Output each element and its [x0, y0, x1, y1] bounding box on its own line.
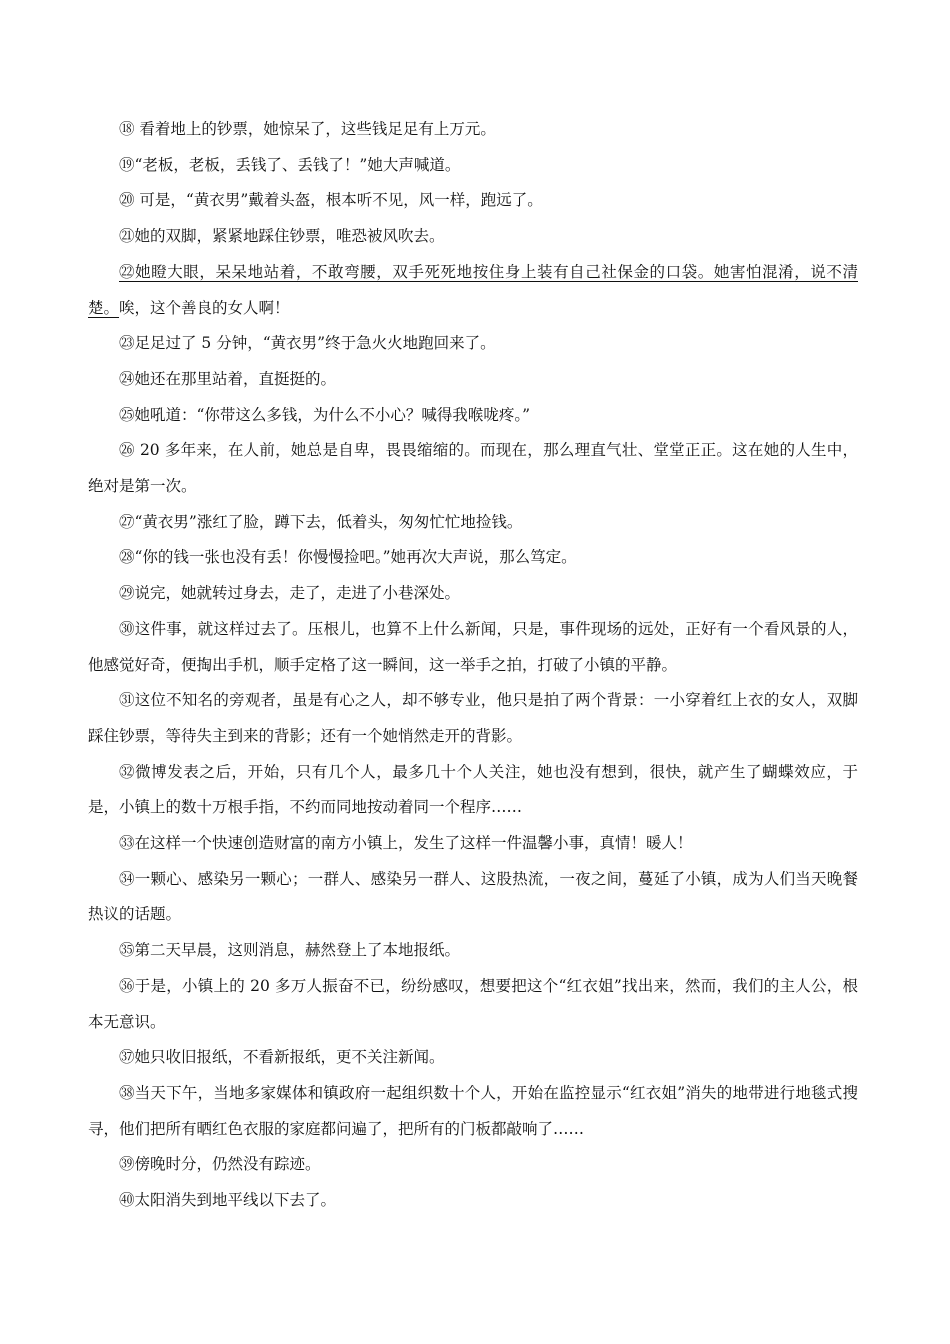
paragraph-18: ⑱ 看着地上的钞票，她惊呆了，这些钱足足有上万元。	[119, 120, 496, 138]
paragraph-34: ㉞一颗心、感染另一颗心；一群人、感染另一群人、这股热流，一夜之间，蔓延了小镇，成为人们当天晚餐热议的话题。	[88, 869, 858, 924]
paragraph-22-remainder: 唉，这个善良的女人啊！	[119, 298, 290, 317]
paragraph-20: ⑳ 可是，“黄衣男”戴着头盔，根本听不见，风一样，跑远了。	[119, 191, 543, 210]
paragraph-27: ㉗“黄衣男”涨红了脸，蹲下去，低着头，匆匆忙忙地捡钱。	[119, 512, 523, 531]
paragraph-32: ㉜微博发表之后，开始，只有几个人，最多几十个人关注，她也没有想到，很快，就产生了蝴蝶效应，于是，小镇上的数十万根手指，不约而同地按动着同一个程序……	[88, 762, 858, 817]
paragraph-30: ㉚这件事，就这样过去了。压根儿，也算不上什么新闻，只是，事件现场的远处，正好有一个看风景的人，他感觉好奇，便掏出手机，顺手定格了这一瞬间，这一举手之拍，打破了小镇的平静。	[88, 619, 858, 674]
paragraph-22	[88, 255, 858, 326]
paragraph-26: ㉖ 20 多年来，在人前，她总是自卑，畏畏缩缩的。而现在，那么理直气壮、堂堂正正。这在她的人生中，绝对是第一次。	[88, 441, 858, 496]
underlined-passage: ㉒她瞪大眼，呆呆地站着，不敢弯腰，双手死死地按住身上装有自己社保金的口袋。她害怕混淆，说不清楚。	[88, 262, 858, 317]
paragraph-28: ㉘“你的钱一张也没有丢！你慢慢捡吧。”她再次大声说，那么笃定。	[119, 548, 577, 567]
paragraph-35: ㉟第二天早晨，这则消息，赫然登上了本地报纸。	[119, 941, 461, 960]
paragraph-40: ㊵太阳消失到地平线以下去了。	[119, 1191, 337, 1210]
paragraph-39: ㊴傍晚时分，仍然没有踪迹。	[119, 1155, 321, 1174]
paragraph-38: ㊳当天下午，当地多家媒体和镇政府一起组织数十个人，开始在监控显示“红衣姐”消失的地带进行地毯式搜寻，他们把所有晒红色衣服的家庭都问遍了，把所有的门板都敲响了……	[88, 1083, 858, 1138]
paragraph-24: ㉔她还在那里站着，直挺挺的。	[119, 369, 337, 388]
paragraph-29: ㉙说完，她就转过身去，走了，走进了小巷深处。	[119, 584, 461, 603]
paragraph-23: ㉓足足过了 5 分钟，“黄衣男”终于急火火地跑回来了。	[119, 334, 496, 353]
paragraph-21: ㉑她的双脚，紧紧地踩住钞票，唯恐被风吹去。	[119, 227, 445, 246]
paragraph-19: ⑲“老板，老板，丢钱了、丢钱了！”她大声喊道。	[119, 155, 461, 174]
paragraph-31: ㉛这位不知名的旁观者，虽是有心之人，却不够专业，他只是拍了两个背景：一小穿着红上衣的女人，双脚踩住钞票，等待失主到来的背影；还有一个她悄然走开的背影。	[88, 691, 858, 745]
paragraph-36: ㊱于是，小镇上的 20 多万人振奋不已，纷纷感叹，想要把这个“红衣姐”找出来，然而，我们的主人公，根本无意识。	[88, 976, 858, 1031]
paragraph-37: ㊲她只收旧报纸，不看新报纸，更不关注新闻。	[119, 1048, 445, 1067]
paragraph-33: ㉝在这样一个快速创造财富的南方小镇上，发生了这样一件温馨小事，真情！暖人！	[119, 834, 693, 853]
paragraph-25: ㉕她吼道：“你带这么多钱，为什么不小心？喊得我喉咙疼。”	[119, 405, 531, 424]
